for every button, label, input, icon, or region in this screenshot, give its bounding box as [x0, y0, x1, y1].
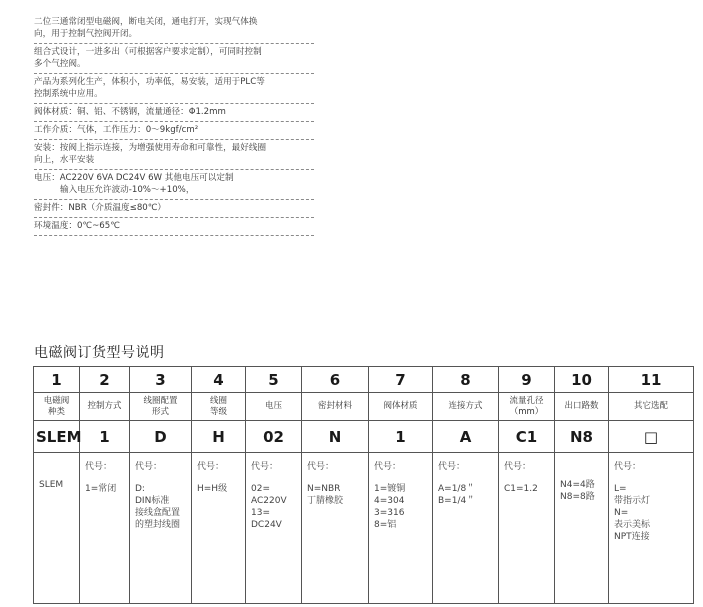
column-number: 10	[555, 367, 609, 393]
option-line: C1=1.2	[504, 484, 538, 494]
section-title: 电磁阀订货型号说明	[34, 345, 165, 361]
column-number: 1	[34, 367, 80, 393]
column-name	[34, 393, 80, 421]
column-name	[499, 393, 555, 421]
option-cell	[609, 453, 694, 604]
option-cell	[130, 453, 192, 604]
column-name-line: 流量孔径	[509, 395, 544, 406]
column-name	[555, 393, 609, 421]
option-line: N=	[614, 508, 629, 518]
spec-line: 产品为系列化生产，体积小，功率低，易安装，适用于PLC等	[34, 77, 265, 87]
option-line: 1=常闭	[85, 484, 117, 494]
spec-line: 安装：按阀上指示连接，为增强使用寿命和可靠性，最好线圈	[34, 143, 267, 153]
option-line: A=1/8＂	[438, 484, 476, 494]
option-line: 丁腈橡胶	[307, 496, 344, 506]
option-line: 表示美标	[614, 520, 651, 530]
option-cell	[80, 453, 130, 604]
spec-item	[34, 122, 314, 140]
table-row-codes	[34, 421, 694, 453]
option-lead: 代号：	[614, 462, 642, 472]
option-line: 4=304	[374, 496, 405, 506]
spec-line: 组合式设计，一进多出（可根据客户要求定制），可同时控制	[34, 47, 262, 57]
option-lead: 代号：	[307, 462, 335, 472]
option-line: H=H级	[197, 484, 228, 494]
spec-line: 环境温度：0℃~65℃	[34, 221, 120, 231]
option-line: AC220V	[251, 496, 287, 506]
option-line: 接线盒配置	[135, 508, 181, 518]
option-line: SLEM	[39, 480, 64, 490]
column-name-line: 电磁阀	[43, 395, 70, 406]
column-name-line: 其它选配	[633, 401, 668, 411]
column-name	[609, 393, 694, 421]
spec-list	[34, 14, 314, 236]
column-name	[433, 393, 499, 421]
column-name-line: 控制方式	[87, 401, 122, 411]
option-lead: 代号：	[251, 462, 279, 472]
column-name-line: 阀体材质	[383, 401, 418, 411]
option-line: 13=	[251, 508, 270, 518]
table-row-numbers	[34, 367, 694, 393]
option-cell	[34, 453, 80, 604]
column-number: 6	[302, 367, 369, 393]
column-name-line: 电压	[264, 401, 282, 411]
model-code: SLEM	[34, 421, 80, 453]
spec-line: 阀体材质：铜、铝、不锈钢，流量通径：Φ1.2mm	[34, 107, 226, 117]
spec-line: 密封件：NBR（介质温度≤80℃）	[34, 203, 167, 213]
column-name	[130, 393, 192, 421]
spec-line: 控制系统中应用。	[34, 89, 103, 99]
option-lead: 代号：	[438, 462, 466, 472]
model-code: □	[609, 421, 694, 453]
column-number: 2	[80, 367, 130, 393]
option-lead: 代号：	[374, 462, 402, 472]
option-lead: 代号：	[135, 462, 163, 472]
option-cell	[433, 453, 499, 604]
option-line: DIN标准	[135, 496, 170, 506]
column-number: 11	[609, 367, 694, 393]
spec-item	[34, 170, 314, 200]
option-cell	[555, 453, 609, 604]
spec-line: 向，用于控制气控阀开闭。	[34, 29, 138, 39]
spec-item	[34, 218, 314, 236]
option-line: 02=	[251, 484, 270, 494]
column-name-line: 等级	[209, 406, 227, 417]
option-cell	[192, 453, 246, 604]
option-line: D:	[135, 484, 145, 494]
option-cell	[302, 453, 369, 604]
spec-line: 工作介质：气体，工作压力：0～9kgf/cm²	[34, 125, 199, 135]
option-line: NPT连接	[614, 532, 650, 542]
column-name-line: （mm）	[509, 406, 544, 417]
option-line: 1=镀铜	[374, 484, 406, 494]
model-code: A	[433, 421, 499, 453]
option-line: 带指示灯	[614, 496, 651, 506]
column-name-line: 种类	[47, 406, 65, 417]
option-cell	[246, 453, 302, 604]
option-line: N8=8路	[560, 492, 595, 502]
column-number: 9	[499, 367, 555, 393]
option-lead: 代号：	[197, 462, 225, 472]
spec-item	[34, 200, 314, 218]
spec-line: 多个气控阀。	[34, 59, 86, 69]
option-line: N=NBR	[307, 484, 341, 494]
column-name-line: 线圈配置	[143, 395, 178, 406]
column-name	[246, 393, 302, 421]
spec-item	[34, 44, 314, 74]
option-line: DC24V	[251, 520, 282, 530]
column-number: 5	[246, 367, 302, 393]
spec-item	[34, 74, 314, 104]
option-lead: 代号：	[85, 462, 113, 472]
column-name	[369, 393, 433, 421]
option-line: L=	[614, 484, 627, 494]
option-line: 8=铝	[374, 520, 397, 530]
table-row-names	[34, 393, 694, 421]
spec-item	[34, 14, 314, 44]
order-code-table	[33, 366, 694, 604]
spec-item	[34, 104, 314, 122]
option-line: B=1/4＂	[438, 496, 476, 506]
option-cell	[499, 453, 555, 604]
model-code: N	[302, 421, 369, 453]
spec-item	[34, 140, 314, 170]
column-name-line: 线圈	[209, 395, 227, 406]
model-code: 1	[369, 421, 433, 453]
column-name	[80, 393, 130, 421]
option-cell	[369, 453, 433, 604]
model-code: N8	[555, 421, 609, 453]
spec-subline: 输入电压允许波动-10%～+10%，	[60, 185, 195, 195]
column-name-line: 出口路数	[564, 401, 599, 411]
option-line: N4=4路	[560, 480, 595, 490]
model-code: 02	[246, 421, 302, 453]
column-name-line: 密封材料	[317, 401, 352, 411]
option-line: 3=316	[374, 508, 405, 518]
column-number: 8	[433, 367, 499, 393]
column-number: 4	[192, 367, 246, 393]
column-number: 3	[130, 367, 192, 393]
model-code: C1	[499, 421, 555, 453]
spec-line: 电压：AC220V 6VA DC24V 6W 其他电压可以定制	[34, 173, 234, 183]
option-lead: 代号：	[504, 462, 532, 472]
spec-line: 向上，水平安装	[34, 155, 95, 165]
model-code: H	[192, 421, 246, 453]
model-code: 1	[80, 421, 130, 453]
table-row-options	[34, 453, 694, 604]
column-name-line: 连接方式	[448, 401, 483, 411]
option-line: 的塑封线圈	[135, 520, 181, 530]
column-number: 7	[369, 367, 433, 393]
column-name-line: 形式	[151, 406, 169, 417]
model-code: D	[130, 421, 192, 453]
column-name	[192, 393, 246, 421]
column-name	[302, 393, 369, 421]
spec-line: 二位三通常闭型电磁阀，断电关闭，通电打开，实现气体换	[34, 17, 258, 27]
